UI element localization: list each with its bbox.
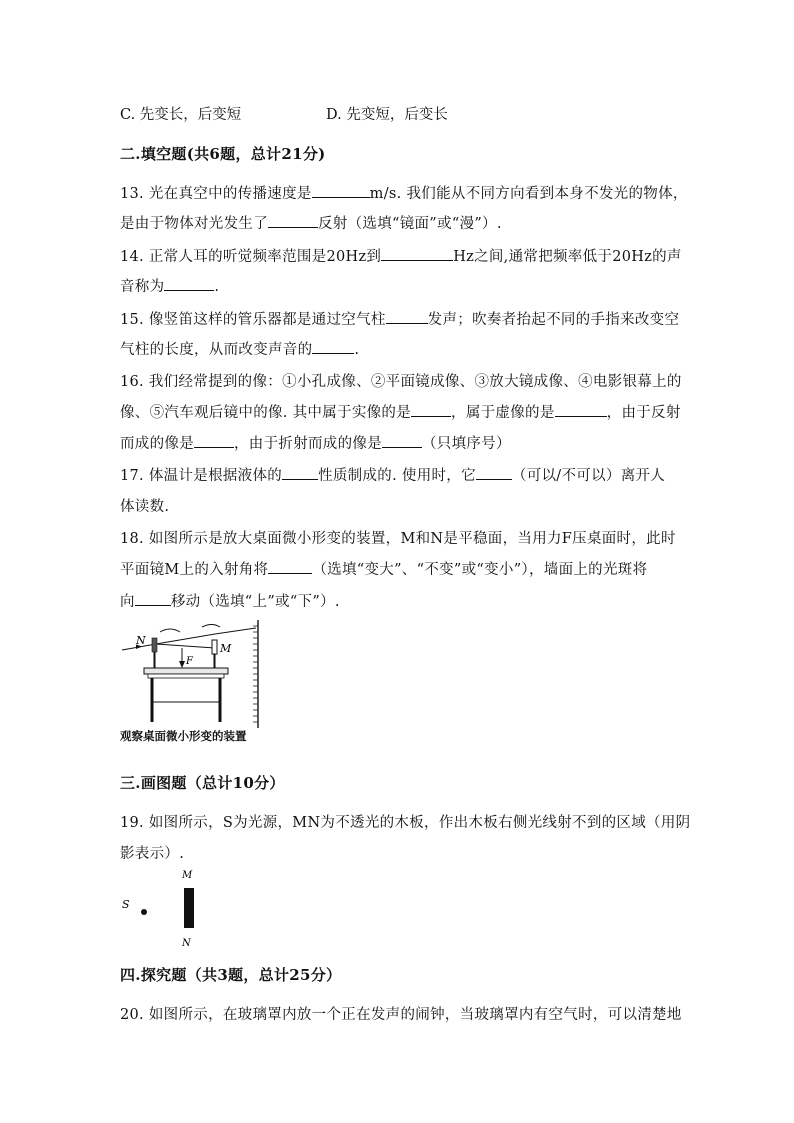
q16-text: （只填序号） <box>422 436 511 452</box>
q19-line1: 19. 如图所示，S为光源，MN为不透光的木板，作出木板右侧光线射不到的区域（用阴 <box>120 815 691 831</box>
q16-blank-refract[interactable] <box>382 435 422 448</box>
q16-line1: 16. 我们经常提到的像：①小孔成像、②平面镜成像、③放大镜成像、④电影银幕上的 <box>120 374 682 390</box>
q13-text: m/s. 我们能从不同方向看到本身不发光的物体， <box>369 186 688 202</box>
q20-line1: 20. 如图所示，在玻璃罩内放一个正在发声的闹钟，当玻璃罩内有空气时，可以清楚地 <box>120 1007 682 1023</box>
q18-text: 平面镜M上的入射角将 <box>120 562 269 578</box>
q17-blank-can[interactable] <box>476 467 512 480</box>
q13-line1 <box>120 182 688 203</box>
q14-text: . <box>214 279 220 295</box>
q15-line1 <box>120 308 679 329</box>
q16-text: ，由于折射而成的像是 <box>234 436 382 452</box>
label-s: S <box>122 898 130 911</box>
q14-line2 <box>120 275 219 296</box>
q13-blank-reflection[interactable] <box>268 215 318 228</box>
q17-line1 <box>120 464 665 485</box>
option-c: C. 先变长，后变短 <box>120 107 242 123</box>
q16-text: ，属于虚像的是 <box>451 405 555 421</box>
q19-line2: 影表示）. <box>120 846 185 862</box>
section-4-heading: 四.探究题（共3题，总计25分） <box>120 966 342 984</box>
figure-caption: 观察桌面微小形变的装置 <box>120 729 247 743</box>
q18-line1: 18. 如图所示是放大桌面微小形变的装置，M和N是平稳面，当用力F压桌面时，此时 <box>120 531 676 547</box>
q18-line2 <box>120 558 647 579</box>
q18-text: 向 <box>120 594 135 610</box>
q15-text: 15. 像竖笛这样的管乐器都是通过空气柱 <box>120 312 386 328</box>
q15-line2 <box>120 338 359 359</box>
q15-text: 气柱的长度，从而改变声音的 <box>120 342 313 358</box>
label-m: M <box>182 870 193 881</box>
q13-text: 反射（选填“镜面”或“漫”）. <box>318 216 502 232</box>
q14-line1 <box>120 245 682 266</box>
q13-blank-speed[interactable] <box>312 185 370 198</box>
light-source-dot <box>141 909 147 915</box>
q14-blank-frequency[interactable] <box>381 248 453 261</box>
label-n: N <box>182 938 191 949</box>
section-3-heading: 三.画图题（总计10分） <box>120 774 285 792</box>
q18-blank-angle[interactable] <box>268 561 312 574</box>
q14-text: 14. 正常人耳的听觉频率范围是20Hz到 <box>120 249 382 265</box>
q17-blank-property[interactable] <box>282 467 318 480</box>
table-deformation-figure <box>120 618 270 743</box>
light-source-board-figure <box>118 866 218 951</box>
q16-blank-real[interactable] <box>411 404 451 417</box>
q18-blank-direction[interactable] <box>135 593 171 606</box>
q18-line3 <box>120 590 340 611</box>
q15-text: . <box>354 342 360 358</box>
q13-line2 <box>120 212 502 233</box>
q16-line3 <box>120 432 511 453</box>
label-n: N <box>136 634 146 647</box>
q16-blank-reflect[interactable] <box>194 435 234 448</box>
q16-text: 而成的像是 <box>120 436 194 452</box>
q16-text: 像、⑤汽车观后镜中的像. 其中属于实像的是 <box>120 405 412 421</box>
q16-text: ，由于反射 <box>606 405 681 421</box>
q17-text: 17. 体温计是根据液体的 <box>120 468 283 484</box>
label-f: F <box>186 656 193 667</box>
q14-blank-infrasound[interactable] <box>164 278 214 291</box>
section-2-heading: 二.填空题(共6题，总计21分) <box>120 145 326 163</box>
q18-text: 移动（选填“上”或“下”）. <box>170 594 340 610</box>
q15-blank-pitch[interactable] <box>312 341 354 354</box>
q13-text: 是由于物体对光发生了 <box>120 216 268 232</box>
q17-line2: 体读数. <box>120 499 170 515</box>
q14-text: Hz之间,通常把频率低于20Hz的声 <box>453 249 682 265</box>
q14-text: 音称为 <box>120 279 165 295</box>
q15-text: 发声；吹奏者抬起不同的手指来改变空 <box>427 312 680 328</box>
q18-text: （选填“变大”、“不变”或“变小”），墙面上的光斑将 <box>312 562 648 578</box>
q15-blank-vibration[interactable] <box>386 311 428 324</box>
q16-line2 <box>120 401 681 422</box>
opaque-board <box>184 888 194 928</box>
q16-blank-virtual[interactable] <box>555 404 607 417</box>
q17-text: （可以/不可以）离开人 <box>511 468 666 484</box>
q17-text: 性质制成的. 使用时，它 <box>318 468 476 484</box>
label-m: M <box>220 642 232 655</box>
q13-text: 13. 光在真空中的传播速度是 <box>120 186 312 202</box>
option-d: D. 先变短，后变长 <box>326 107 448 123</box>
